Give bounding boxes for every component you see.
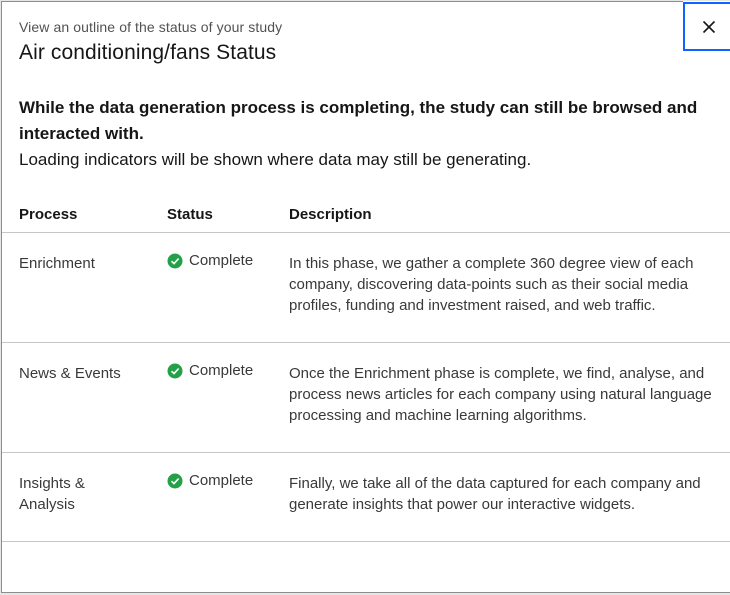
row-description: In this phase, we gather a complete 360 degree view of each company, discovering data-points such as their social media profiles, funding and investment raised, and web traffic. <box>289 255 694 314</box>
row-process: Insights & Analysis <box>19 475 85 513</box>
status-text: Complete <box>189 252 254 269</box>
table-row <box>2 233 730 343</box>
modal-title: Air conditioning/fans Status <box>19 41 277 64</box>
modal-label: View an outline of the status of your study <box>19 19 283 35</box>
table-row <box>2 453 730 542</box>
status-text: Complete <box>189 362 254 379</box>
row-process: News & Events <box>19 365 121 382</box>
modal-top-border <box>2 1 683 2</box>
status-modal <box>1 1 730 593</box>
intro-bold: While the data generation process is completing, the study can still be browsed and interacted with. <box>19 98 698 143</box>
intro-normal: Loading indicators will be shown where data may still be generating. <box>19 150 532 169</box>
row-status <box>167 360 253 381</box>
row-process: Enrichment <box>19 255 95 272</box>
row-status <box>167 250 253 271</box>
checkmark-filled-icon <box>167 363 183 379</box>
status-table <box>2 196 730 542</box>
header-description: Description <box>289 206 372 223</box>
checkmark-filled-icon <box>167 473 183 489</box>
header-process: Process <box>19 206 78 223</box>
intro-text <box>19 95 709 173</box>
table-row <box>2 343 730 453</box>
close-icon <box>702 20 716 34</box>
row-description: Once the Enrichment phase is complete, we find, analyse, and process news articles for each company using natural language processing and machine learning algorithms. <box>289 365 712 424</box>
row-status <box>167 470 253 491</box>
header-status: Status <box>167 206 213 223</box>
table-header <box>2 196 730 233</box>
status-text: Complete <box>189 472 254 489</box>
checkmark-filled-icon <box>167 253 183 269</box>
close-button[interactable] <box>683 2 730 51</box>
row-description: Finally, we take all of the data captured for each company and generate insights that power our interactive widgets. <box>289 475 701 513</box>
